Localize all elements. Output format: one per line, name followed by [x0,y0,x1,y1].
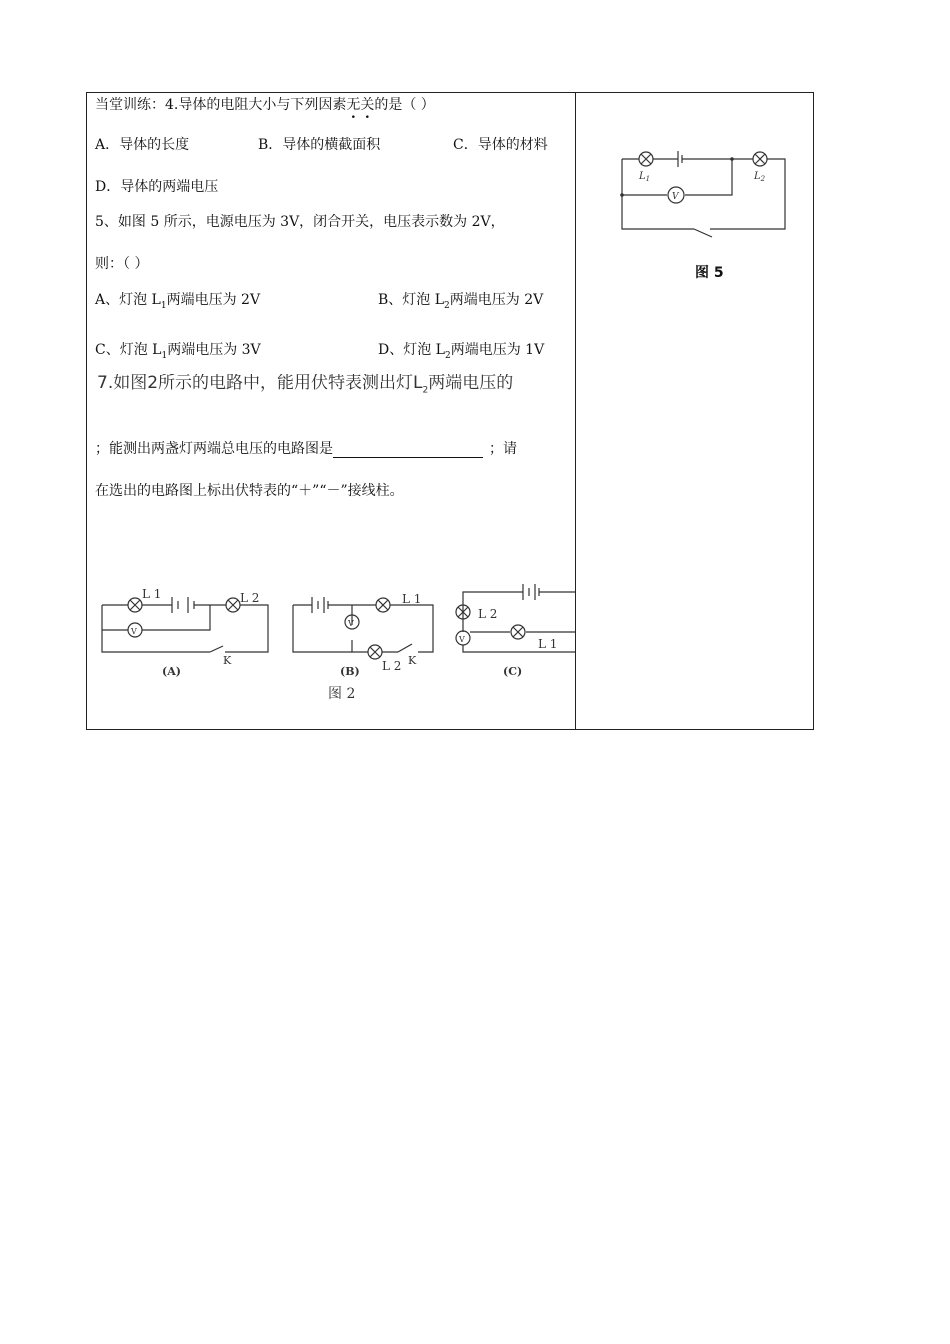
fig2b-voltmeter-label: V [348,619,354,628]
fig2b-switch-label: K [408,654,417,667]
question-7-stem-cont: ；能测出两盏灯两端总电压的电路图是 ；请 [95,441,517,457]
q5-option-d: D、灯泡 $L_2$两端电压为 1V [378,342,545,361]
question-7-instruction: 在选出的电路图上标出伏特表的“＋”“－”接线柱。 [95,483,404,499]
q5-option-c: C、灯泡 $L_1$两端电压为 3V [95,342,261,361]
fig2c-l2-label: L 2 [478,607,498,621]
fig5-voltmeter-label: V [672,192,679,202]
answer-blank[interactable] [333,443,483,458]
question-5-stem-cont: 则：（ ） [95,256,149,272]
figure-5-caption: 图 5 [695,265,724,281]
q4-option-a: A．导体的长度 [95,137,190,153]
fig5-l1-label: $L_1$ [639,171,651,183]
fig5-l2-label: $L_2$ [754,171,766,183]
fig2a-voltmeter-label: V [131,627,137,636]
fig2a-l2-label: L 2 [240,591,260,605]
table-column-divider [575,92,576,730]
figure-5-circuit [612,145,792,240]
fig2c-l1-label: L 1 [538,637,558,651]
fig2-label-c: (C) [503,665,523,678]
q4-option-c: C．导体的材料 [453,137,548,153]
fig2a-l1-label: L 1 [142,587,162,601]
fig2a-switch-label: K [223,654,232,667]
q4-option-b: B．导体的横截面积 [258,137,381,153]
fig2c-voltmeter-label: V [459,635,465,644]
figure-2-circuits [90,580,575,710]
fig2-label-b: (B) [340,665,360,678]
question-5-stem: 5、如图 5 所示，电源电压为 3V，闭合开关，电压表示数为 2V， [95,214,505,230]
question-4-stem: 当堂训练：4.导体的电阻大小与下列因素无关的是（ ） [95,97,435,113]
question-7-stem: 7.如图2所示的电路中，能用伏特表测出灯$L_2$两端电压的 [97,374,514,396]
fig2-label-a: (A) [162,665,181,678]
fig2b-l2-label: L 2 [382,659,402,673]
fig2b-l1-label: L 1 [402,592,422,606]
q4-option-d: D．导体的两端电压 [95,179,219,195]
q5-option-a: A、灯泡 $L_1$两端电压为 2V [95,292,261,311]
fig2-caption: 图 2 [328,686,356,702]
q5-option-b: B、灯泡 $L_2$两端电压为 2V [378,292,544,311]
